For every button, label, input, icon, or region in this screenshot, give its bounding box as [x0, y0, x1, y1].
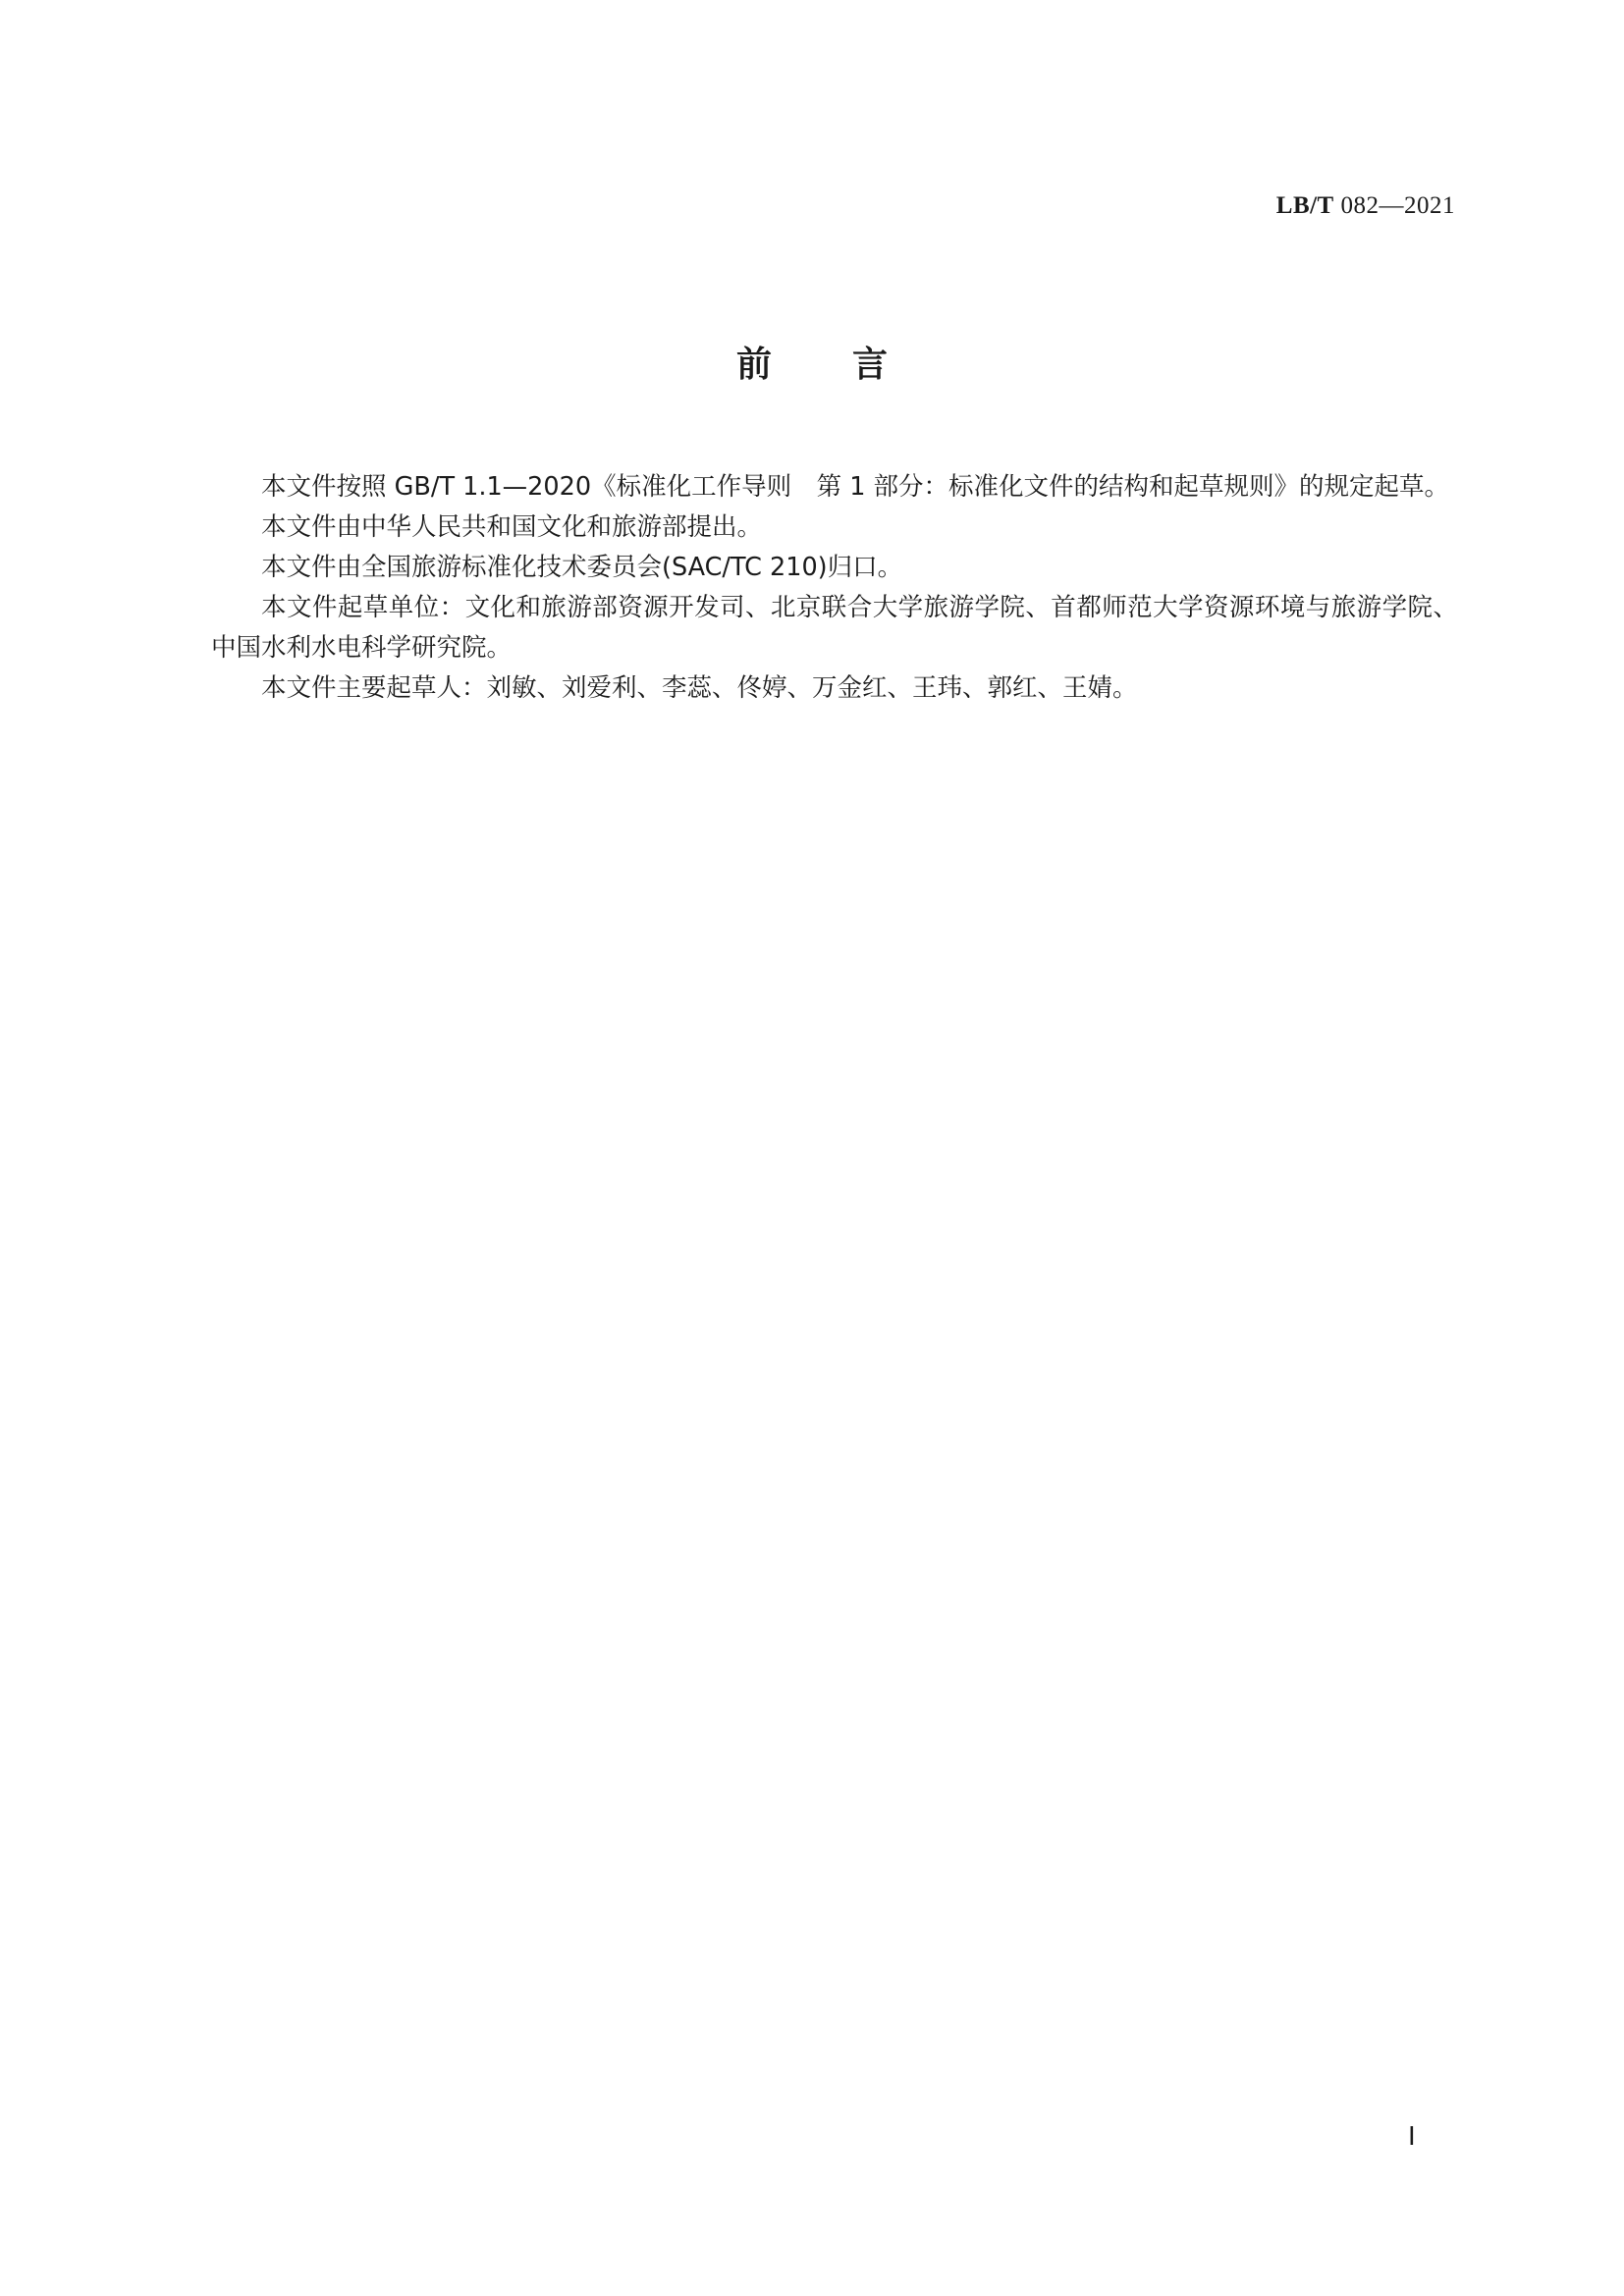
standard-code-prefix: LB/T [1275, 192, 1334, 219]
standard-code-number: 082—2021 [1333, 192, 1455, 219]
page-number: Ⅰ [1408, 2122, 1416, 2151]
paragraph-drafting-basis: 本文件按照 GB/T 1.1—2020《标准化工作导则 第 1 部分：标准化文件的结构和起草规则》的规定起草。 [261, 472, 1450, 502]
paragraph-proposer: 本文件由中华人民共和国文化和旅游部提出。 [261, 512, 763, 542]
paragraph-drafting-units: 本文件起草单位：文化和旅游部资源开发司、北京联合大学旅游学院、首都师范大学资源环境与旅游学院、中国水利水电科学研究院。 [211, 593, 1458, 663]
foreword-body [211, 467, 1458, 709]
paragraph-drafters: 本文件主要起草人：刘敏、刘爱利、李蕊、佟婷、万金红、王玮、郭红、王婧。 [261, 673, 1138, 703]
paragraph-committee: 本文件由全国旅游标准化技术委员会(SAC/TC 210)归口。 [261, 553, 903, 582]
section-title: 前言 [735, 345, 968, 385]
standard-code [1276, 192, 1455, 220]
